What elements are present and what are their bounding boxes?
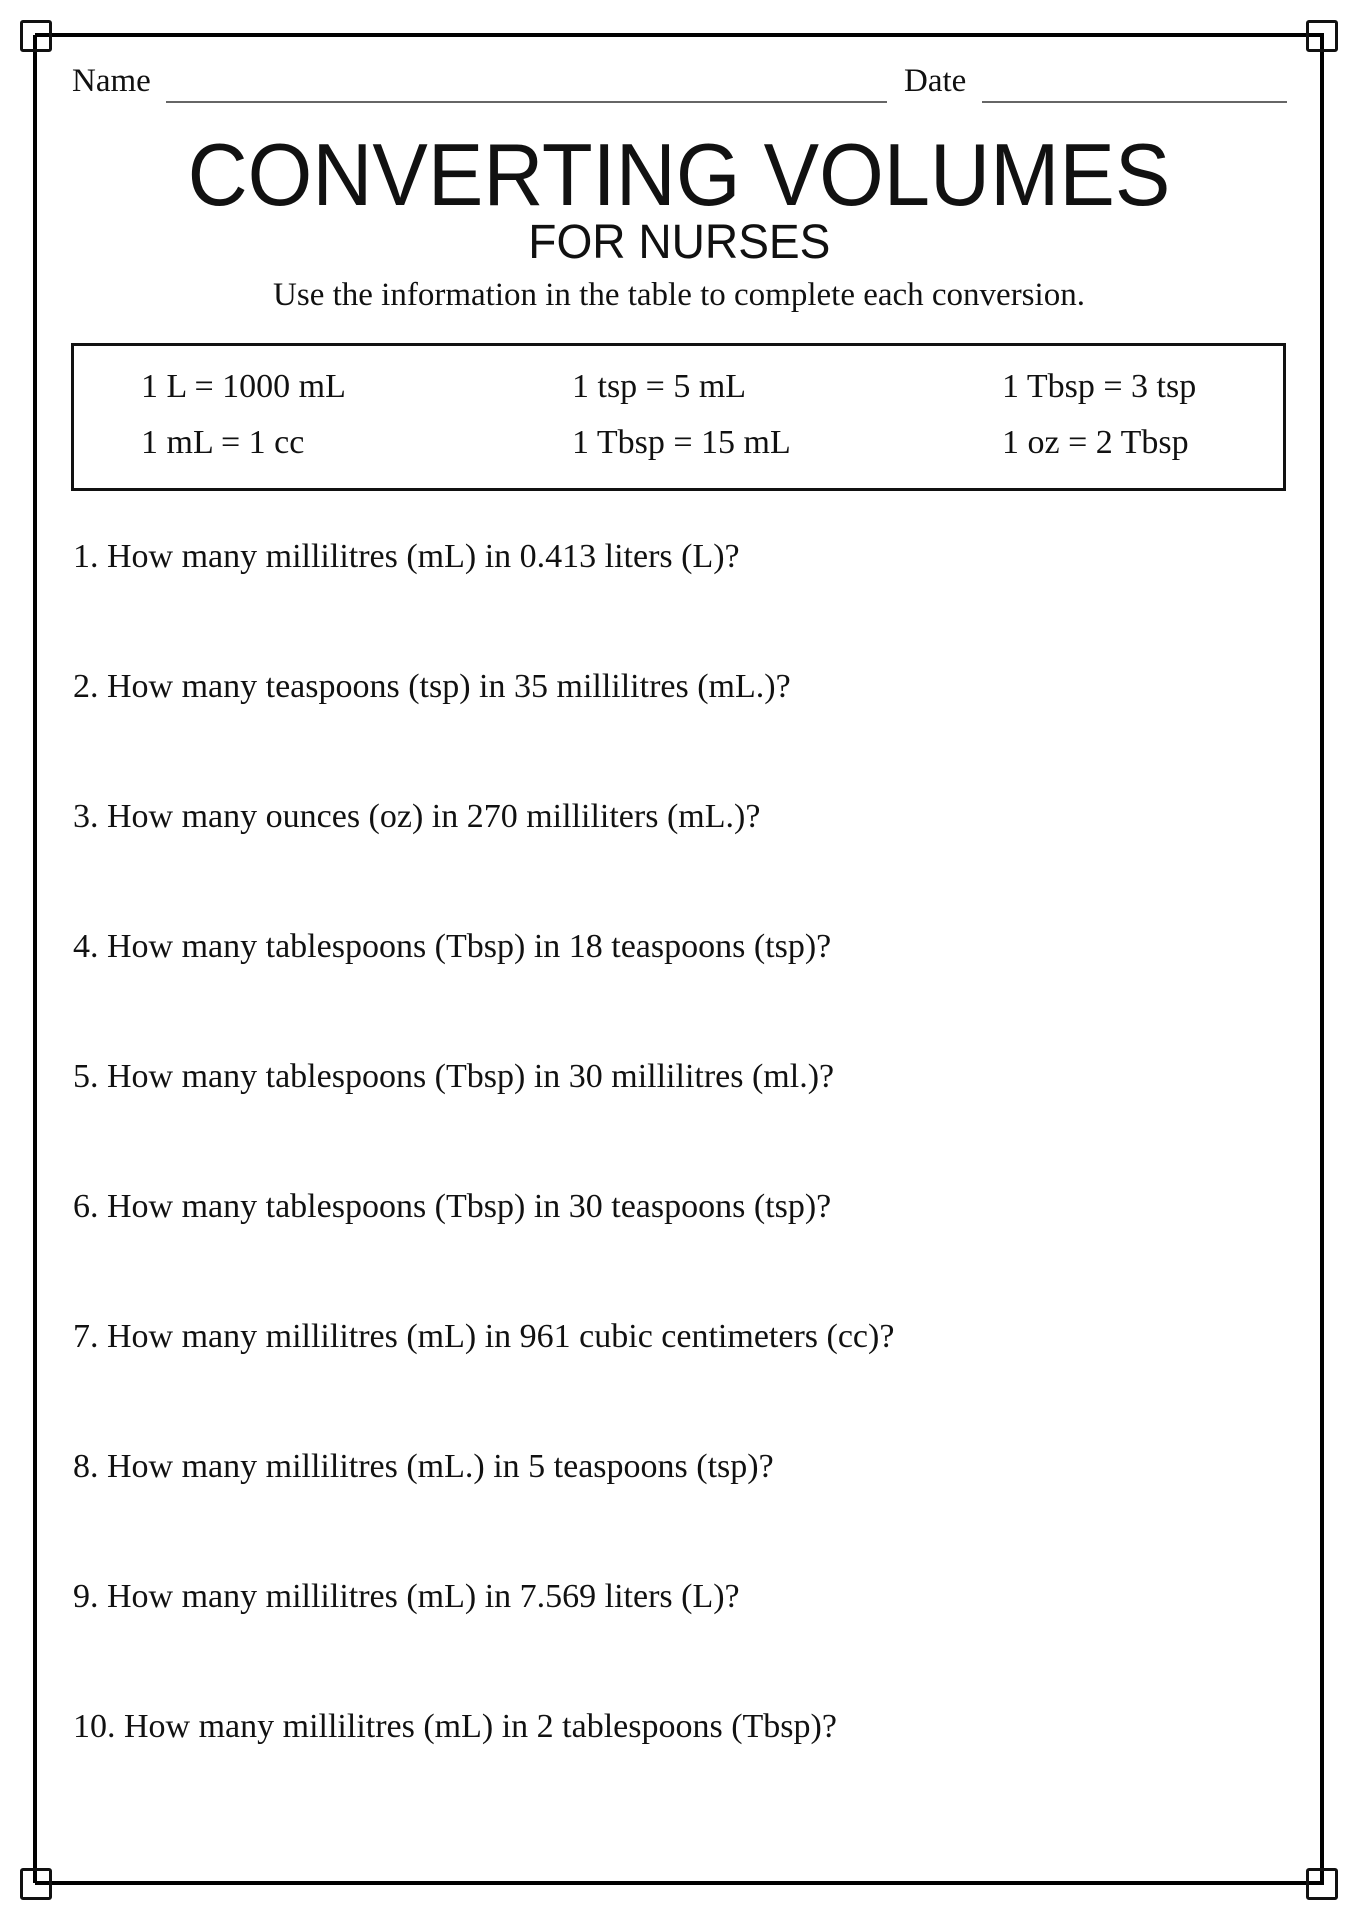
date-field-line[interactable]: [982, 101, 1287, 103]
conversion-tbsp-tsp: 1 Tbsp = 3 tsp: [1002, 368, 1197, 405]
conversion-tbsp-ml: 1 Tbsp = 15 mL: [572, 424, 791, 461]
frame-bottom-line: [35, 1881, 1324, 1885]
question-3: 3. How many ounces (oz) in 270 milliliters (mL.)?: [73, 798, 761, 835]
page-title: CONVERTING VOLUMES: [187, 125, 1171, 224]
frame-right-line: [1320, 35, 1324, 1883]
question-7: 7. How many millilitres (mL) in 961 cubic centimeters (cc)?: [73, 1318, 895, 1355]
corner-square-top-right: [1306, 20, 1338, 52]
conversion-table: [71, 343, 1286, 491]
conversion-ml-cc: 1 mL = 1 cc: [141, 424, 305, 461]
frame-left-line: [33, 35, 37, 1883]
question-9: 9. How many millilitres (mL) in 7.569 liters (L)?: [73, 1578, 740, 1615]
corner-square-bottom-right: [1306, 1868, 1338, 1900]
question-1: 1. How many millilitres (mL) in 0.413 liters (L)?: [73, 538, 740, 575]
page-subtitle: FOR NURSES: [527, 216, 831, 269]
date-label: Date: [904, 63, 967, 99]
subtitle-container: [0, 216, 1358, 269]
name-field-line[interactable]: [166, 101, 887, 103]
title-container: [0, 125, 1358, 224]
question-5: 5. How many tablespoons (Tbsp) in 30 millilitres (ml.)?: [73, 1058, 835, 1095]
question-4: 4. How many tablespoons (Tbsp) in 18 teaspoons (tsp)?: [73, 928, 832, 965]
instructions-container: [0, 279, 1358, 312]
frame-top-line: [35, 33, 1324, 37]
corner-square-bottom-left: [20, 1868, 52, 1900]
name-label: Name: [72, 63, 151, 99]
instructions-text: Use the information in the table to complete each conversion.: [273, 277, 1085, 313]
corner-square-top-left: [20, 20, 52, 52]
question-8: 8. How many millilitres (mL.) in 5 teaspoons (tsp)?: [73, 1448, 774, 1485]
conversion-tsp-ml: 1 tsp = 5 mL: [572, 368, 747, 405]
question-2: 2. How many teaspoons (tsp) in 35 millilitres (mL.)?: [73, 668, 791, 705]
question-10: 10. How many millilitres (mL) in 2 tablespoons (Tbsp)?: [73, 1708, 837, 1745]
conversion-liter-ml: 1 L = 1000 mL: [141, 368, 346, 405]
conversion-oz-tbsp: 1 oz = 2 Tbsp: [1002, 424, 1189, 461]
question-6: 6. How many tablespoons (Tbsp) in 30 teaspoons (tsp)?: [73, 1188, 832, 1225]
